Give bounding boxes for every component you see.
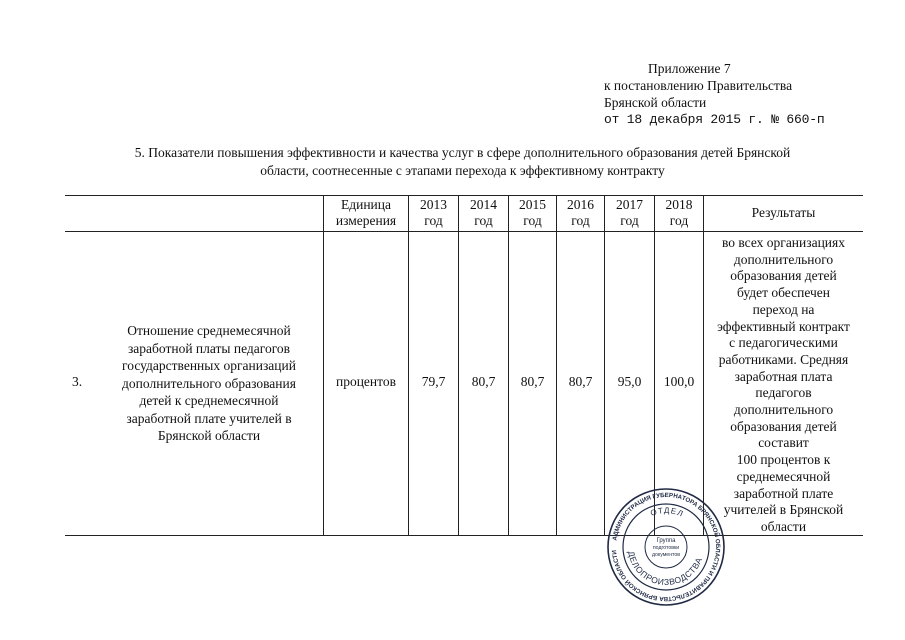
appendix-title: Приложение 7 — [648, 61, 731, 76]
header-unit-line-2: измерения — [335, 213, 397, 228]
result-line: заработной плате — [733, 485, 834, 501]
header-results: Результаты — [751, 205, 816, 220]
result-line: дополнительного — [733, 402, 834, 418]
appendix-line3: Брянской области — [604, 95, 707, 110]
value-2014: 80,7 — [471, 374, 496, 389]
header-year-2018 — [655, 197, 703, 229]
result-line: учителей в Брянской — [723, 502, 844, 518]
header-bottom-border — [65, 231, 863, 232]
result-line: во всех организациях — [721, 235, 845, 250]
header-year-2014 — [459, 197, 508, 229]
header-year-word: год — [669, 213, 689, 228]
indicator-line: заработной платы педагогов — [127, 340, 291, 356]
value-2017: 95,0 — [617, 374, 642, 389]
row-number: 3. — [72, 374, 83, 389]
appendix-line2: к постановлению Правительства — [604, 78, 793, 93]
header-year-2016 — [557, 197, 604, 229]
header-year-word: год — [620, 213, 639, 228]
indicator-line: дополнительного образования — [122, 375, 296, 391]
result-line: работниками. Средняя — [718, 351, 849, 367]
col-divider — [654, 195, 655, 535]
result-line: образования детей — [730, 418, 837, 434]
row-unit: процентов — [335, 374, 396, 389]
result-line: 100 процентов к — [736, 452, 831, 468]
header-year-number: 2018 — [665, 197, 693, 212]
heading-line-2: области, соотнесенные с этапами перехода к эффективному контракту — [260, 163, 665, 178]
table-top-border — [65, 195, 863, 196]
header-year-word: год — [474, 213, 493, 228]
header-year-number: 2017 — [616, 197, 643, 212]
result-line: переход на — [752, 301, 815, 317]
result-line: педагогов — [755, 385, 812, 401]
stamp-center-line: подготовки — [652, 545, 680, 551]
result-line: с педагогическими — [729, 335, 838, 351]
row-result — [704, 235, 863, 536]
result-line: составит — [758, 435, 809, 451]
col-divider — [556, 195, 557, 535]
stamp-ring-text: АДМИНИСТРАЦИЯ ГУБЕРНАТОРА БРЯНСКОЙ ОБЛАСТИ И ПРАВИТЕЛЬСТВА БРЯНСКОЙ ОБЛАСТИ — [611, 491, 722, 603]
col-divider — [458, 195, 459, 535]
header-year-word: год — [571, 213, 590, 228]
header-year-2013 — [409, 197, 458, 229]
appendix-block — [604, 60, 824, 128]
result-line: будет обеспечен — [736, 285, 831, 301]
header-year-number: 2013 — [420, 197, 447, 212]
stamp-center-line: документов — [651, 552, 681, 558]
col-divider — [508, 195, 509, 535]
stamp-center-line: Группа — [656, 538, 676, 544]
value-2016: 80,7 — [568, 374, 593, 389]
header-year-2017 — [605, 197, 654, 229]
indicator-line: детей к среднемесячной — [139, 393, 279, 408]
stamp-dept2-text: ДЕЛОПРОИЗВОДСТВА — [626, 550, 705, 588]
col-divider — [408, 195, 409, 535]
indicator-line: заработной плате учителей в — [126, 410, 292, 426]
result-line: заработная плата — [734, 368, 833, 384]
row-indicator — [96, 322, 322, 445]
header-year-2015 — [509, 197, 556, 229]
stamp-dept-text: ОТДЕЛ — [649, 505, 686, 519]
header-unit — [324, 197, 408, 229]
col-divider — [604, 195, 605, 535]
heading-line-1: 5. Показатели повышения эффективности и качества услуг в сфере дополнительного образования детей Брянской — [134, 145, 791, 160]
result-line: образования детей — [730, 268, 837, 284]
value-2013: 79,7 — [421, 374, 446, 389]
result-line: области — [760, 518, 807, 534]
official-stamp — [606, 487, 726, 607]
result-line: дополнительного — [733, 251, 834, 267]
appendix-date: от 18 декабря 2015 г. № 660-п — [604, 112, 825, 127]
indicator-line: Брянской области — [157, 428, 261, 443]
section-heading — [90, 144, 835, 180]
header-unit-line-1: Единица — [340, 197, 391, 212]
header-year-number: 2015 — [519, 197, 546, 212]
value-2018: 100,0 — [663, 374, 695, 389]
indicator-line: Отношение среднемесячной — [127, 323, 291, 338]
result-line: эффективный контракт — [717, 318, 850, 334]
header-year-number: 2014 — [470, 197, 497, 212]
col-divider — [323, 195, 324, 535]
value-2015: 80,7 — [520, 374, 545, 389]
indicator-line: государственных организаций — [122, 358, 296, 373]
header-year-word: год — [523, 213, 542, 228]
result-line: среднемесячной — [736, 468, 831, 484]
header-year-word: год — [424, 213, 443, 228]
header-year-number: 2016 — [567, 197, 594, 212]
